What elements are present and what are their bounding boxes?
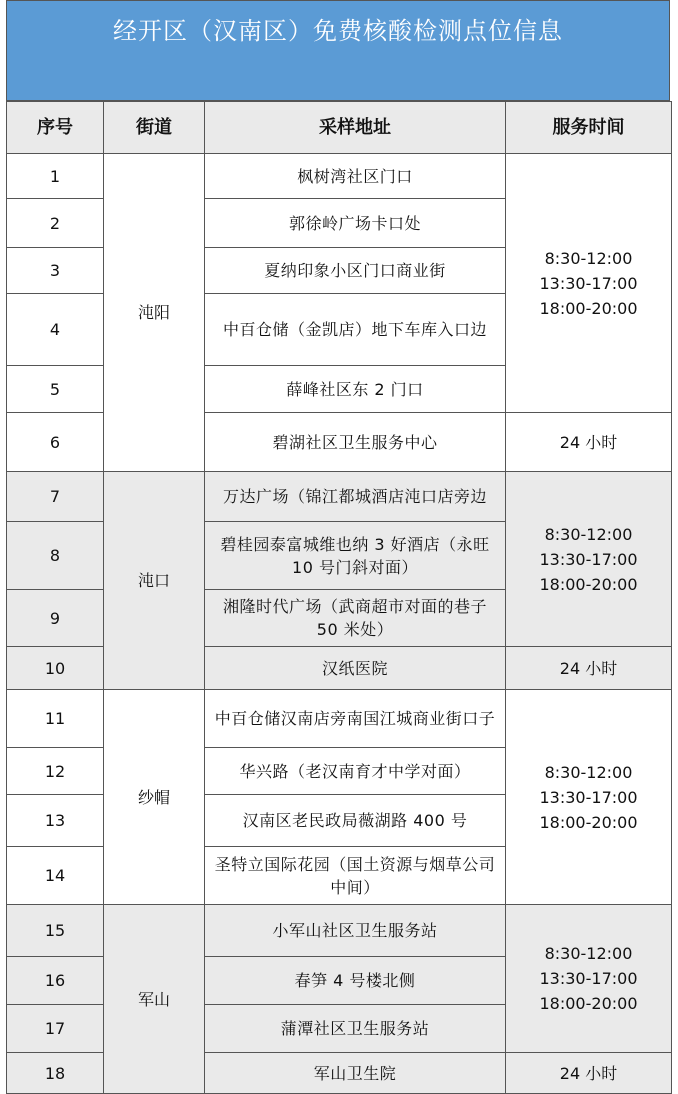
time-line: 18:00-20:00 — [539, 574, 638, 594]
street-cell: 沌口 — [104, 472, 205, 690]
address-cell: 汉南区老民政局薇湖路 400 号 — [205, 795, 506, 847]
time-line: 18:00-20:00 — [539, 298, 638, 318]
seq-cell: 17 — [7, 1005, 104, 1053]
seq-cell: 8 — [7, 522, 104, 590]
seq-cell: 4 — [7, 294, 104, 366]
table-row — [7, 154, 672, 199]
service-time-cell: 24 小时 — [506, 1053, 672, 1094]
address-cell: 碧湖社区卫生服务中心 — [205, 413, 506, 472]
seq-cell: 15 — [7, 905, 104, 957]
address-cell: 万达广场（锦江都城酒店沌口店旁边 — [205, 472, 506, 522]
service-time-cell — [506, 690, 672, 905]
seq-cell: 18 — [7, 1053, 104, 1094]
address-cell: 春笋 4 号楼北侧 — [205, 957, 506, 1005]
table-row — [7, 472, 672, 522]
address-cell: 华兴路（老汉南育才中学对面） — [205, 748, 506, 795]
seq-cell: 2 — [7, 199, 104, 248]
address-cell: 枫树湾社区门口 — [205, 154, 506, 199]
time-line: 13:30-17:00 — [539, 787, 638, 807]
time-line: 13:30-17:00 — [539, 273, 638, 293]
seq-cell: 3 — [7, 248, 104, 294]
address-cell: 薛峰社区东 2 门口 — [205, 366, 506, 413]
address-cell: 中百仓储汉南店旁南国江城商业街口子 — [205, 690, 506, 748]
seq-cell: 6 — [7, 413, 104, 472]
seq-cell: 14 — [7, 847, 104, 905]
test-sites-table — [6, 101, 672, 1094]
table-header-row — [7, 102, 672, 154]
table-row — [7, 905, 672, 957]
street-cell: 纱帽 — [104, 690, 205, 905]
address-cell: 夏纳印象小区门口商业街 — [205, 248, 506, 294]
address-cell: 军山卫生院 — [205, 1053, 506, 1094]
header-address: 采样地址 — [205, 102, 506, 154]
seq-cell: 12 — [7, 748, 104, 795]
address-cell: 蒲潭社区卫生服务站 — [205, 1005, 506, 1053]
seq-cell: 7 — [7, 472, 104, 522]
seq-cell: 11 — [7, 690, 104, 748]
seq-cell: 9 — [7, 590, 104, 647]
page-title: 经开区（汉南区）免费核酸检测点位信息 — [113, 17, 563, 45]
address-cell: 圣特立国际花园（国土资源与烟草公司中间） — [205, 847, 506, 905]
seq-cell: 1 — [7, 154, 104, 199]
time-line: 13:30-17:00 — [539, 969, 638, 988]
service-time-cell — [506, 154, 672, 413]
header-service-time: 服务时间 — [506, 102, 672, 154]
time-line: 18:00-20:00 — [539, 994, 638, 1013]
address-cell: 中百仓储（金凯店）地下车库入口边 — [205, 294, 506, 366]
service-time-cell: 24 小时 — [506, 413, 672, 472]
address-cell: 郭徐岭广场卡口处 — [205, 199, 506, 248]
table-row — [7, 690, 672, 748]
service-time-cell — [506, 472, 672, 647]
time-line: 8:30-12:00 — [544, 762, 633, 782]
time-line: 8:30-12:00 — [544, 524, 633, 544]
seq-cell: 16 — [7, 957, 104, 1005]
header-street: 街道 — [104, 102, 205, 154]
address-cell: 汉纸医院 — [205, 647, 506, 690]
address-cell: 小军山社区卫生服务站 — [205, 905, 506, 957]
time-line: 18:00-20:00 — [539, 812, 638, 832]
address-cell: 碧桂园泰富城维也纳 3 好酒店（永旺 10 号门斜对面） — [205, 522, 506, 590]
street-cell: 军山 — [104, 905, 205, 1094]
header-seq: 序号 — [7, 102, 104, 154]
seq-cell: 10 — [7, 647, 104, 690]
street-cell: 沌阳 — [104, 154, 205, 472]
time-line: 13:30-17:00 — [539, 549, 638, 569]
seq-cell: 13 — [7, 795, 104, 847]
address-cell: 湘隆时代广场（武商超市对面的巷子 50 米处） — [205, 590, 506, 647]
service-time-cell — [506, 905, 672, 1053]
seq-cell: 5 — [7, 366, 104, 413]
title-bar — [6, 0, 670, 101]
time-line: 8:30-12:00 — [544, 248, 633, 268]
service-time-cell: 24 小时 — [506, 647, 672, 690]
time-line: 8:30-12:00 — [544, 944, 633, 963]
